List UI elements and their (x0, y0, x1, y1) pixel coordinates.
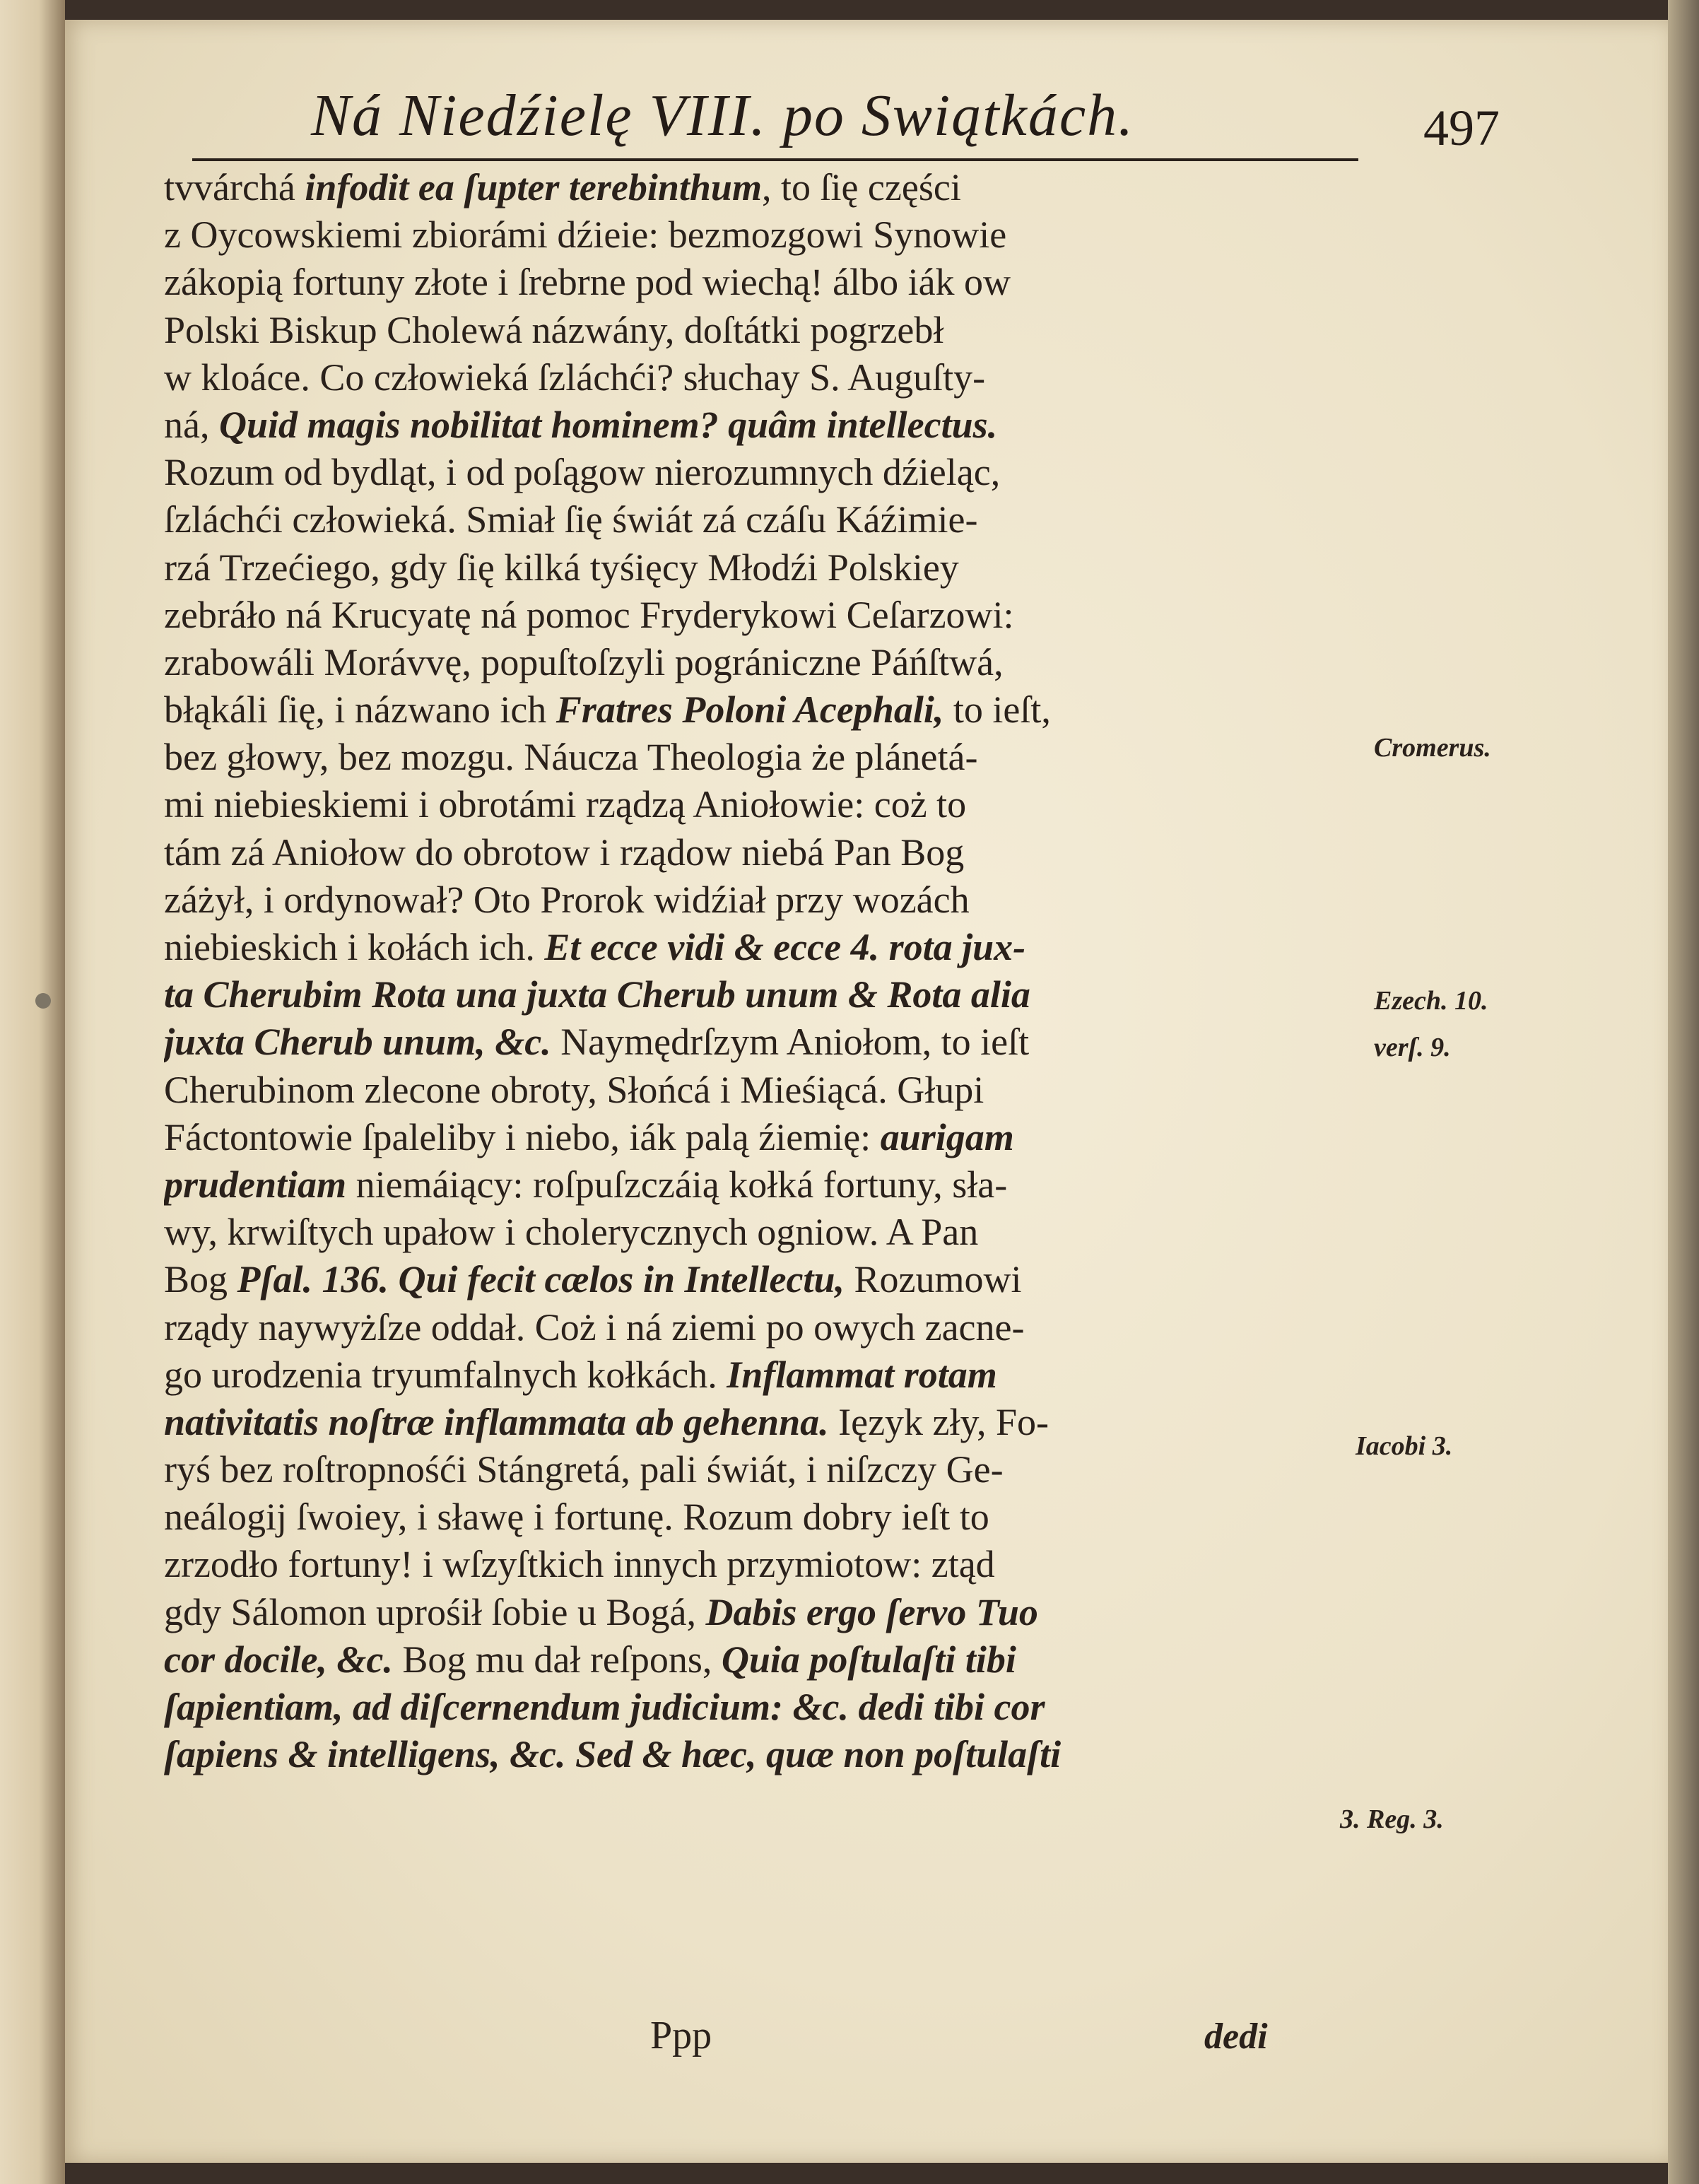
italic-segment: infodit ea ſupter terebinthum (305, 166, 762, 209)
text-segment: neálogij ſwoiey, i sławę i fortunę. Rozum dobry ieſt to (164, 1496, 989, 1539)
text-line (164, 1636, 1365, 1684)
text-segment: go urodzenia tryumfalnych kołkách. (164, 1353, 727, 1396)
text-segment: Fáctontowie ſpaleliby i niebo, iák palą źiemię: (164, 1115, 881, 1158)
text-line (164, 1731, 1365, 1778)
text-segment: zrabowáli Morávvę, popuſtoſzyli pográniczne Páńſtwá, (164, 640, 1004, 683)
text-line (164, 354, 1365, 401)
text-line (164, 1541, 1365, 1588)
italic-segment: prudentiam (164, 1163, 347, 1206)
text-segment: z Oycowskiemi zbiorámi dźieie: bezmozgowi Synowie (164, 213, 1007, 257)
text-segment: tám zá Aniołow do obrotow i rządow niebá Pan Bog (164, 830, 965, 874)
text-segment: niemáiący: roſpuſzczáią kołká fortuny, sła- (346, 1163, 1008, 1206)
margin-note-iacobi: Iacobi 3. (1356, 1431, 1453, 1461)
text-line (164, 781, 1365, 828)
text-line (164, 924, 1365, 971)
italic-segment: Quia poſtulaſti tibi (721, 1638, 1016, 1681)
page-edge-right (1668, 0, 1699, 2184)
margin-note-ezech: Ezech. 10. (1374, 986, 1488, 1016)
catchword: dedi (1204, 2016, 1268, 2057)
text-line (164, 876, 1365, 924)
text-segment: wy, krwiſtych upałow i cholerycznych ogniow. A Pan (164, 1211, 979, 1254)
text-line (164, 1684, 1365, 1731)
text-segment: Polski Biskup Cholewá názwány, doſtátki pogrzebł (164, 308, 944, 351)
text-segment: Rozumowi (844, 1258, 1022, 1301)
scan-dot-mark (35, 993, 51, 1009)
text-line (164, 496, 1365, 544)
text-line (164, 211, 1365, 259)
text-line (164, 971, 1365, 1018)
text-line (164, 259, 1365, 306)
italic-segment: Dabis ergo ſervo Tuo (705, 1590, 1038, 1633)
page-number: 497 (1423, 100, 1500, 156)
text-line (164, 1399, 1365, 1446)
text-line (164, 1209, 1365, 1256)
text-line (164, 1304, 1365, 1351)
italic-segment: nativitatis noſtræ inflammata ab gehenna. (164, 1400, 829, 1443)
text-segment: zrzodło fortuny! i wſzyſtkich innych przymiotow: ztąd (164, 1543, 995, 1586)
text-line (164, 449, 1365, 496)
italic-segment: Inflammat rotam (727, 1353, 997, 1396)
text-line (164, 1114, 1365, 1161)
text-segment: gdy Sálomon uprośił ſobie u Bogá, (164, 1590, 706, 1633)
text-line (164, 307, 1365, 354)
text-line (164, 1018, 1365, 1066)
text-segment: , to ſię części (761, 166, 961, 209)
italic-segment: Pſal. 136. Qui fecit cælos in Intellectu, (237, 1258, 845, 1301)
text-segment: ná, (164, 403, 219, 446)
text-segment: Naymędrſzym Aniołom, to ieſt (551, 1021, 1030, 1064)
text-line (164, 734, 1365, 781)
text-segment: rzá Trzećiego, gdy ſię kilká tyśięcy Młodźi Polskiey (164, 546, 959, 589)
italic-segment: cor docile, &c. (164, 1638, 393, 1681)
text-line (164, 829, 1365, 876)
italic-segment: aurigam (880, 1115, 1014, 1158)
italic-segment: Fratres Poloni Acephali, (555, 688, 944, 732)
text-segment: niebieskich i kołách ich. (164, 926, 545, 968)
text-segment: tvvárchá (164, 166, 305, 209)
signature-mark: Ppp (650, 2014, 712, 2057)
text-line (164, 1067, 1365, 1114)
facing-page-edge (0, 0, 65, 2184)
text-line (164, 401, 1365, 449)
text-line (164, 544, 1365, 592)
text-segment: Bog (164, 1258, 237, 1301)
text-line (164, 164, 1365, 211)
text-segment: zákopią fortuny złote i ſrebrne pod wiechą! álbo iák ow (164, 261, 1011, 304)
italic-segment: ſapiens & intelligens, &c. Sed & hæc, quæ non poſtulaſti (164, 1733, 1062, 1776)
text-segment: ryś bez roſtropnośći Stángretá, pali świát, i niſzczy Ge- (164, 1448, 1004, 1491)
text-line (164, 1446, 1365, 1493)
text-line (164, 1493, 1365, 1541)
text-segment: Ięzyk zły, Fo- (828, 1400, 1050, 1443)
text-segment: ſzláchći człowieká. Smiał ſię świát zá czáſu Káźimie- (164, 498, 978, 541)
italic-segment: juxta Cherub unum, &c. (164, 1021, 551, 1064)
text-line (164, 1351, 1365, 1399)
header-rule (192, 158, 1358, 161)
text-segment: to ieſt, (943, 688, 1051, 732)
text-segment: błąkáli ſię, i názwano ich (164, 688, 556, 732)
text-segment: bez głowy, bez mozgu. Náucza Theologia że plánetá- (164, 736, 978, 779)
body-text (164, 164, 1365, 1778)
text-segment: Rozum od bydląt, i od poſągow nierozumnych dźieląc, (164, 451, 1001, 494)
margin-note-cromerus: Cromerus. (1374, 733, 1491, 763)
margin-note-reg: 3. Reg. 3. (1340, 1804, 1444, 1834)
text-line (164, 1256, 1365, 1303)
italic-segment: Quid magis nobilitat hominem? quâm intellectus. (218, 403, 998, 446)
italic-segment: ſapientiam, ad diſcernendum judicium: &c. dedi tibi cor (164, 1686, 1045, 1728)
running-title: Ná Niedźielę VIII. po Swiątkách. (311, 83, 1135, 148)
italic-segment: Et ecce vidi & ecce 4. rota jux- (544, 926, 1026, 968)
text-segment: zebráło ná Krucyatę ná pomoc Fryderykowi Ceſarzowi: (164, 593, 1014, 636)
text-segment: Cherubinom zlecone obroty, Słońcá i Mieśiącá. Głupi (164, 1068, 984, 1111)
text-segment: záżył, i ordynował? Oto Prorok widźiał przy wozách (164, 878, 970, 921)
margin-note-vers: verſ. 9. (1374, 1033, 1451, 1062)
text-line (164, 686, 1365, 734)
text-line (164, 1589, 1365, 1636)
text-segment: mi niebieskiemi i obrotámi rządzą Aniołowie: coż to (164, 783, 967, 826)
text-segment: rządy naywyżſze oddał. Coż i ná ziemi po owych zacne- (164, 1305, 1025, 1349)
text-line (164, 592, 1365, 639)
text-line (164, 1161, 1365, 1209)
italic-segment: ta Cherubim Rota una juxta Cherub unum & Rota alia (164, 973, 1030, 1016)
text-segment: Bog mu dał reſpons, (392, 1638, 722, 1681)
text-line (164, 639, 1365, 686)
text-segment: w kloáce. Co człowieká ſzláchći? słuchay S. Auguſty- (164, 356, 986, 399)
